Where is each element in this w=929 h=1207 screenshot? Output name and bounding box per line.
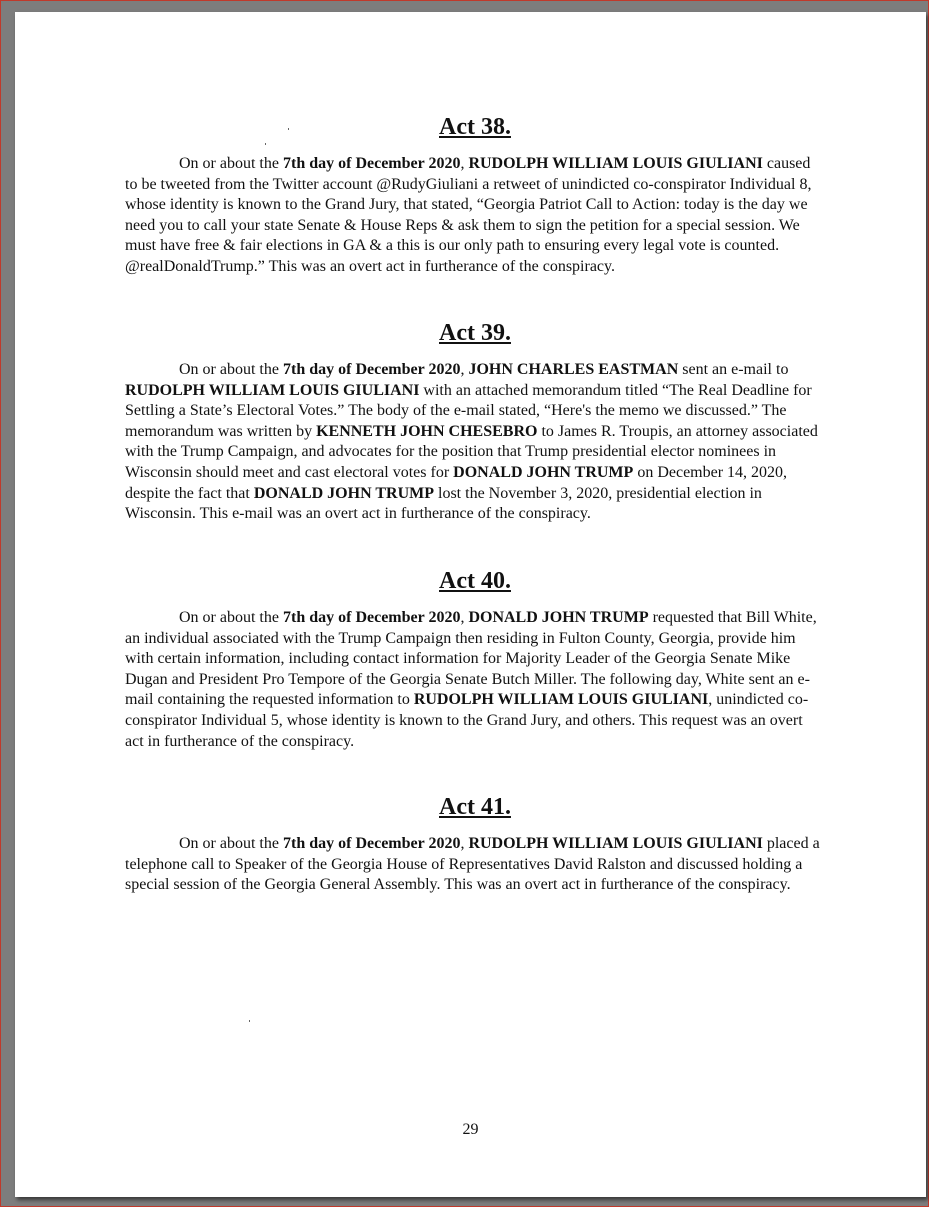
bold-text: RUDOLPH WILLIAM LOUIS GIULIANI <box>468 835 763 852</box>
act-38 <box>125 114 825 278</box>
act-39 <box>125 320 825 525</box>
act-title: Act 39. <box>439 320 511 346</box>
body-text: to James R. Troupis, an attorney associated with the Trump Campaign, and advocates for the position that Trump presidential elector nominees in Wisconsin should meet and cast electoral votes for <box>125 422 818 481</box>
bold-text: 7th day of December 2020 <box>282 835 461 852</box>
body-text: requested that Bill White, an individual associated with the Trump Campaign then residing in Fulton County, Georgia, provide him with certain information, including contact information for Majority Leader of the Georgia Senate Mike Dugan and President Pro Tempore of the Georgia Senate Butch Miller. The following day, White sent an e-mail containing the requested information to <box>125 609 817 709</box>
act-paragraph <box>125 154 825 278</box>
document-page <box>15 12 926 1197</box>
bold-text: DONALD JOHN TRUMP <box>253 484 434 502</box>
act-title: Act 38. <box>439 114 511 140</box>
act-paragraph <box>125 360 825 525</box>
bold-text: 7th day of December 2020 <box>282 609 461 626</box>
act-paragraph <box>125 608 825 752</box>
bold-text: KENNETH JOHN CHESEBRO <box>316 422 538 440</box>
body-text: On or about the <box>179 361 283 378</box>
body-text: , <box>460 609 469 626</box>
body-text: , <box>460 835 469 852</box>
body-text: with an attached memorandum titled “The Real Deadline for Settling a State’s Electoral Votes.” The body of the e-mail stated, “Here's the memo we discussed.” The memorandum was written by <box>125 381 812 440</box>
bold-text: DONALD JOHN TRUMP <box>468 609 649 626</box>
bold-text: RUDOLPH WILLIAM LOUIS GIULIANI <box>125 381 420 399</box>
page-number: 29 <box>462 1121 479 1138</box>
bold-text: JOHN CHARLES EASTMAN <box>468 361 679 378</box>
scan-speck <box>249 1020 250 1022</box>
body-text: , <box>460 361 469 378</box>
body-text: sent an e-mail to <box>678 361 789 378</box>
bold-text: 7th day of December 2020 <box>282 155 461 172</box>
bold-text: RUDOLPH WILLIAM LOUIS GIULIANI <box>468 155 763 172</box>
act-41 <box>125 794 825 896</box>
act-paragraph <box>125 834 825 896</box>
body-text: on December 14, 2020, despite the fact that <box>125 463 788 502</box>
bold-text: DONALD JOHN TRUMP <box>453 463 634 481</box>
act-40 <box>125 568 825 752</box>
body-text: On or about the <box>179 835 283 852</box>
body-text: On or about the <box>179 155 283 172</box>
body-text: , unindicted co-conspirator Individual 5, whose identity is known to the Grand Jury, and others. This request was an overt act in furtherance of the conspiracy. <box>125 691 809 750</box>
body-text: placed a telephone call to Speaker of the Georgia House of Representatives David Ralston and discussed holding a special session of the Georgia General Assembly. This was an overt act in furtherance of the conspiracy. <box>125 835 820 894</box>
bold-text: 7th day of December 2020 <box>282 361 461 378</box>
act-title: Act 40. <box>439 568 511 594</box>
body-text: On or about the <box>179 609 283 626</box>
bold-text: RUDOLPH WILLIAM LOUIS GIULIANI <box>413 691 709 709</box>
body-text: caused to be tweeted from the Twitter account @RudyGiuliani a retweet of unindicted co-conspirator Individual 8, whose identity is known to the Grand Jury, that stated, “Georgia Patriot Call to Action: today is the day we need you to call your state Senate & House Reps & ask them to sign the petition for a special session. We must have free & fair elections in GA & a this is our only path to ensuring every legal vote is counted. @realDonaldTrump.” This was an overt act in furtherance of the conspiracy. <box>125 155 812 275</box>
body-text: lost the November 3, 2020, presidential election in Wisconsin. This e-mail was an overt act in furtherance of the conspiracy. <box>125 484 762 523</box>
body-text: , <box>460 155 469 172</box>
act-title: Act 41. <box>439 794 511 820</box>
